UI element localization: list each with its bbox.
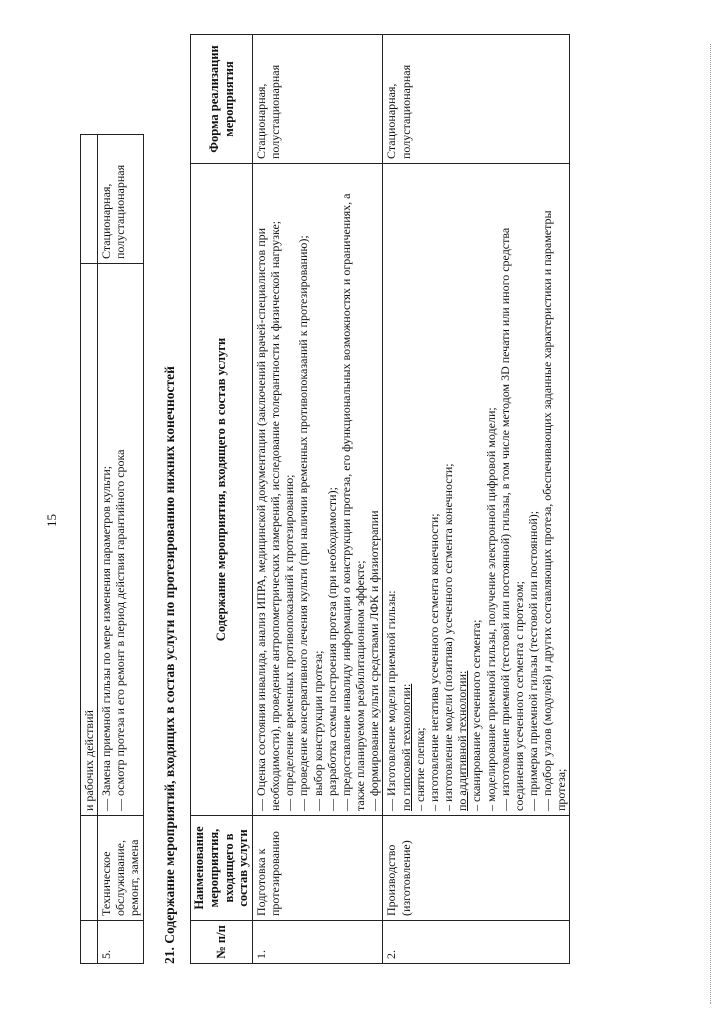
scan-edge-divider [710, 44, 711, 1004]
header-form: Форма реализации мероприятия [191, 35, 253, 164]
content-line: — осмотр протеза и его ремонт в период действия гарантийного срока [113, 449, 128, 811]
content-line: – сканирование усеченного сегмента; [469, 619, 484, 811]
table-row [98, 135, 143, 964]
row-form: Стационарная, полустационарная [383, 35, 570, 164]
content-line: — Изготовление модели приемной гильзы: [384, 590, 399, 811]
content-line: – изготовление модели (позитива) усеченного сегмента конечности; [441, 463, 456, 811]
row-content [383, 164, 570, 816]
header-row [191, 35, 253, 964]
row-name: Подготовка к протезированию [253, 816, 383, 921]
header-name: Наименование мероприятия, входящего в состав услуги [191, 816, 253, 921]
header-content: Содержание мероприятия, входящего в состав услуги [191, 164, 253, 816]
content-subheading: по аддитивной технологии: [455, 670, 470, 811]
continuation-cell: и рабочих действий [81, 264, 98, 816]
content-line: — изготовление приемной (тестовой или постоянной) гильзы, в том числе методом 3D печати или иного средства соединения усеченного сегмента с протезом; [497, 227, 526, 811]
row-form: Стационарная, полустационарная [98, 135, 143, 264]
row-name: Производство (изготовление) [383, 816, 570, 921]
row-name: Техническое обслуживание, ремонт, замена [98, 816, 143, 921]
content-line: – снятие слепка; [412, 727, 427, 811]
content-line: — подбор узлов (модулей) и других составляющих протеза, обеспечивающих заданные характеристики и параметры протеза; [540, 210, 569, 811]
row-content [253, 164, 383, 816]
table-row [383, 35, 570, 964]
content-line: — проведение консервативного лечения культи (при наличии временных противопоказаний к протезированию); [296, 235, 311, 811]
row-form: Стационарная, полустационарная [253, 35, 383, 164]
content-line: — разработка схемы построения протеза (при необходимости); [324, 487, 339, 811]
row-content [98, 264, 143, 816]
content-line: — Оценка состояния инвалида, анализ ИПРА, медицинской документации (заключений врачей-специалистов при необходимости), проведение антропометрических измерений, исследование толерантности к физической нагрузке; [254, 220, 283, 811]
main-table [190, 34, 570, 964]
row-number: 1. [253, 921, 383, 964]
header-num: № п/п [191, 921, 253, 964]
top-table [80, 134, 144, 964]
content-subheading: по гипсовой технологии: [398, 683, 413, 811]
table-row [253, 35, 383, 964]
content-line: — Замена приемной гильзы по мере изменения параметров культи; [99, 465, 114, 811]
content-line: — примерка приемной гильзы (тестовой или постоянной); [525, 510, 540, 811]
row-number: 2. [383, 921, 570, 964]
row-number: 5. [98, 921, 143, 964]
content-line: — определение временных противопоказаний к протезированию; [282, 474, 297, 811]
content-line: – изготовление негатива усеченного сегмента конечности; [426, 513, 441, 811]
page-number: 15 [44, 514, 59, 527]
content-line: — формирование культи средствами ЛФК и физиотерапии [367, 510, 382, 811]
content-line: – моделирование приемной гильзы, получение электронной цифровой модели; [483, 407, 498, 811]
content-line: — предоставление инвалиду информации о конструкции протеза, его функциональных возможностях и ограничениях, а также планируемом реабилитационном эффекте; [338, 193, 368, 811]
section-heading: 21. Содержание мероприятий, входящих в состав услуги по протезированию нижних конечностей [162, 366, 177, 964]
table-row [81, 135, 98, 964]
content-line: — выбор конструкции протеза; [310, 650, 325, 811]
